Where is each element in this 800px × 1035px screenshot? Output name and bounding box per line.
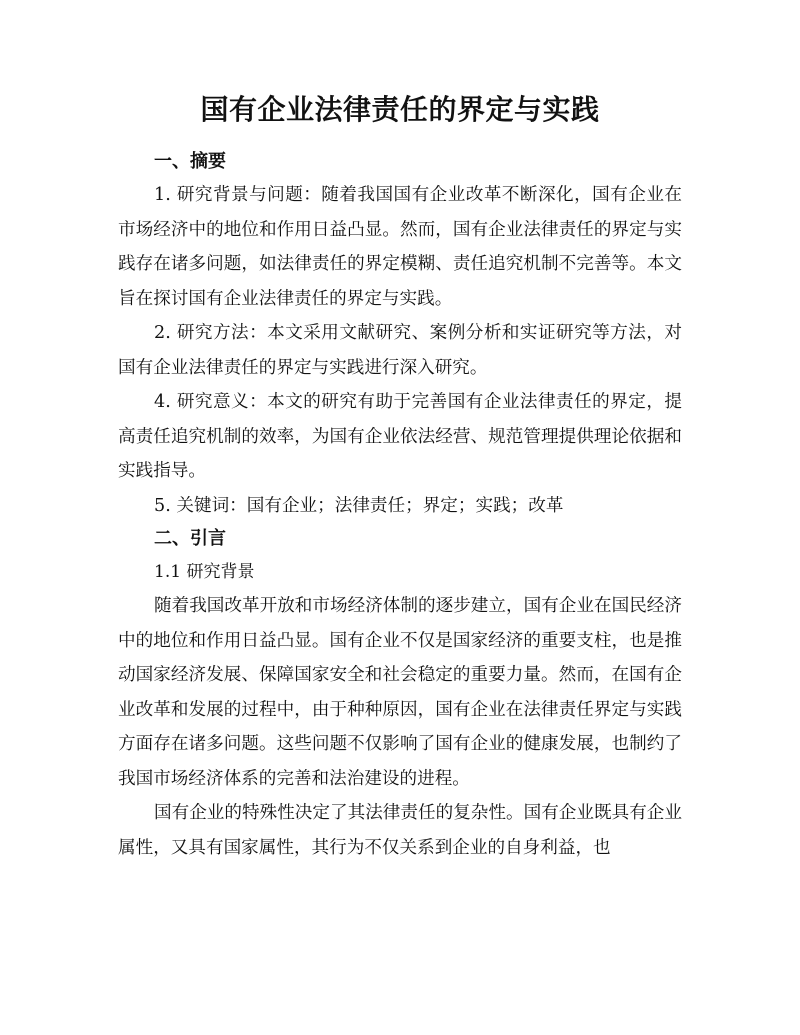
subsection-heading-background: 1.1 研究背景 — [154, 562, 255, 582]
document-title: 国有企业法律责任的界定与实践 — [200, 93, 600, 126]
abstract-item-method: 2. 研究方法：本文采用文献研究、案例分析和实证研究等方法，对国有企业法律责任的界定与实践进行深入研究。 — [118, 323, 682, 378]
introduction-paragraph-2: 国有企业的特殊性决定了其法律责任的复杂性。国有企业既具有企业属性，又具有国家属性，其行为不仅关系到企业的自身利益，也 — [118, 803, 682, 858]
document-body — [118, 146, 682, 865]
section-heading-introduction: 二、引言 — [154, 528, 226, 549]
section-heading-abstract: 一、摘要 — [154, 151, 226, 172]
abstract-item-background: 1. 研究背景与问题：随着我国国有企业改革不断深化，国有企业在市场经济中的地位和作用日益凸显。然而，国有企业法律责任的界定与实践存在诸多问题，如法律责任的界定模糊、责任追究机制不完善等。本文旨在探讨国有企业法律责任的界定与实践。 — [118, 185, 682, 309]
abstract-item-significance: 4. 研究意义：本文的研究有助于完善国有企业法律责任的界定，提高责任追究机制的效率，为国有企业依法经营、规范管理提供理论依据和实践指导。 — [118, 392, 682, 481]
abstract-item-keywords: 5. 关键词：国有企业；法律责任；界定；实践；改革 — [154, 495, 564, 516]
introduction-paragraph-1: 随着我国改革开放和市场经济体制的逐步建立，国有企业在国民经济中的地位和作用日益凸显。国有企业不仅是国家经济的重要支柱，也是推动国家经济发展、保障国家安全和社会稳定的重要力量。然而，在国有企业改革和发展的过程中，由于种种原因，国有企业在法律责任界定与实践方面存在诸多问题。这些问题不仅影响了国有企业的健康发展，也制约了我国市场经济体系的完善和法治建设的进程。 — [118, 596, 682, 789]
